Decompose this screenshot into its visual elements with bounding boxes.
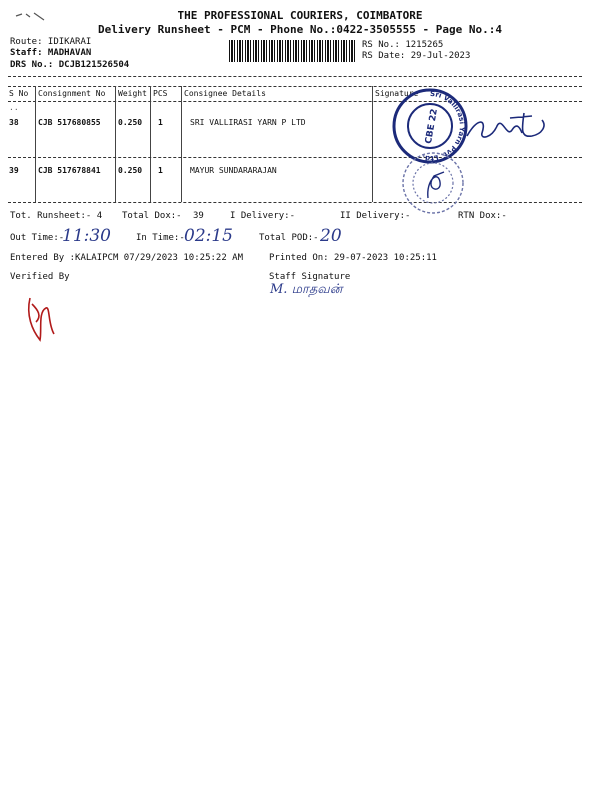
divider: [8, 202, 582, 203]
verified-signature: [18, 290, 68, 350]
divider: [8, 101, 582, 102]
column-line: [150, 86, 151, 202]
row-sno: 39: [9, 166, 19, 175]
column-line: [35, 86, 36, 202]
out-time-label: Out Time:-: [10, 233, 65, 243]
entered-by: Entered By :KALAIPCM 07/29/2023 10:25:22 AM: [10, 253, 243, 263]
total-pod-value: 20: [320, 226, 342, 246]
column-header-consignee: Consignee Details: [184, 89, 266, 98]
column-header-consignment: Consignment No: [38, 89, 106, 98]
barcode: [229, 40, 357, 62]
total-dox-label: Total Dox:-: [122, 211, 182, 221]
column-header-weight: Weight: [118, 89, 147, 98]
row-consignee: SRI VALLIRASI YARN P LTD: [190, 118, 306, 127]
row-sno: 38: [9, 118, 19, 127]
column-line: [372, 86, 373, 202]
document-subtitle: Delivery Runsheet - PCM - Phone No.:0422-3505555 - Page No.:4: [98, 23, 502, 36]
row-consignment: CJB 517678841: [38, 166, 101, 175]
route: Route: IDIKARAI: [10, 37, 92, 47]
column-header-pcs: PCS: [153, 89, 168, 98]
drs-number: DRS No.: DCJB121526504: [10, 60, 130, 70]
row-weight: 0.250: [118, 166, 143, 175]
column-line: [115, 86, 116, 202]
divider: [8, 157, 582, 158]
row-pcs: 1: [158, 118, 163, 127]
row-pcs: 1: [158, 166, 163, 175]
column-header-sno: S No: [9, 89, 29, 98]
faded-stamp: [398, 150, 468, 216]
in-time-label: In Time:-: [136, 233, 185, 243]
row-weight: 0.250: [118, 118, 143, 127]
out-time-value: 11:30: [62, 226, 111, 246]
divider: [8, 86, 582, 87]
signature-scribble: [462, 108, 552, 148]
row-consignment: CJB 517680855: [38, 118, 101, 127]
printed-on: Printed On: 29-07-2023 10:25:11: [269, 253, 437, 263]
total-runsheet: Tot. Runsheet:- 4: [10, 211, 103, 221]
column-header-signature: Signature: [375, 89, 419, 98]
i-delivery: I Delivery:-: [230, 211, 296, 221]
divider-mark: ..: [9, 103, 19, 112]
rs-date: RS Date: 29-Jul-2023: [362, 51, 471, 61]
rtn-dox: RTN Dox:-: [458, 211, 507, 221]
scan-mark: [14, 8, 50, 24]
stamp-outer-text: Sri Vallirasi Yarn Pvt. Ltd.: [421, 89, 466, 163]
in-time-value: 02:15: [184, 226, 233, 246]
ii-delivery: II Delivery:-: [340, 211, 411, 221]
staff-signature-label: Staff Signature: [269, 272, 351, 282]
staff-signature-handwritten: M. மாதவன்: [270, 282, 343, 297]
verified-by-label: Verified By: [10, 272, 70, 282]
total-dox-value: 39: [193, 211, 204, 221]
document-title: THE PROFESSIONAL COURIERS, COIMBATORE: [177, 9, 423, 22]
column-line: [181, 86, 182, 202]
divider: [8, 76, 582, 77]
row-consignee: MAYUR SUNDARARAJAN: [190, 166, 277, 175]
staff: Staff: MADHAVAN: [10, 48, 92, 58]
rs-number: RS No.: 1215265: [362, 40, 444, 50]
stamp-center-text: CBE 22: [423, 108, 440, 145]
total-pod-label: Total POD:-: [259, 233, 319, 243]
